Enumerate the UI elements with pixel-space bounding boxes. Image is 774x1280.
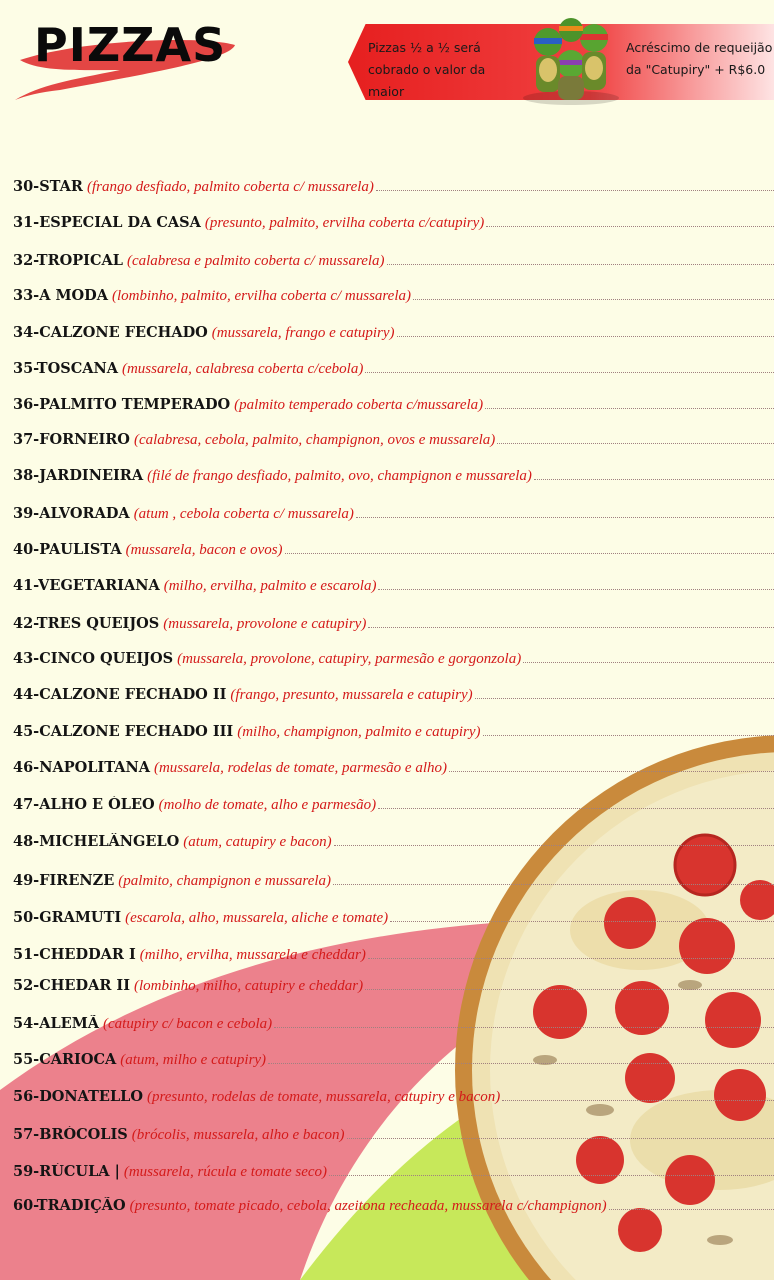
ninja-turtles-illustration — [518, 12, 624, 106]
dot-leader — [449, 759, 774, 772]
dot-leader — [609, 1197, 774, 1210]
menu-item — [13, 977, 774, 999]
menu-item — [13, 252, 774, 274]
menu-item — [13, 723, 774, 745]
menu-item-description: (lombinho, milho, catupiry e cheddar) — [133, 978, 364, 994]
menu-item — [13, 833, 774, 855]
menu-item-description: (escarola, alho, mussarela, aliche e tomate) — [125, 910, 389, 926]
menu-item-name: 60-TRADIÇÃO — [13, 1197, 126, 1214]
menu-item-description: (frango, presunto, mussarela e catupiry) — [230, 687, 473, 703]
menu-item-name: 31-ESPECIAL DA CASA — [13, 214, 201, 231]
menu-item-description: (mussarela, bacon e ovos) — [125, 542, 283, 558]
dot-leader — [365, 977, 774, 990]
menu-item-name: 32-TROPICAL — [13, 252, 123, 269]
dot-leader — [497, 431, 774, 444]
dot-leader — [413, 287, 774, 300]
dot-leader — [347, 1126, 774, 1139]
menu-item — [13, 1051, 774, 1073]
menu-item-name: 56-DONATELLO — [13, 1088, 143, 1105]
menu-item — [13, 396, 774, 418]
dot-leader — [378, 796, 774, 809]
dot-leader — [378, 577, 774, 590]
menu-item — [13, 1197, 774, 1219]
menu-item-description: (frango desfiado, palmito coberta c/ mussarela) — [86, 179, 374, 195]
menu-item-name: 54-ALEMÃ — [13, 1015, 99, 1032]
menu-item-description: (catupiry c/ bacon e cebola) — [103, 1016, 273, 1032]
menu-item — [13, 1126, 774, 1148]
menu-item — [13, 615, 774, 637]
menu-item — [13, 1015, 774, 1037]
menu-item-description: (atum, milho e catupiry) — [120, 1052, 267, 1068]
menu-item-name: 41-VEGETARIANA — [13, 577, 160, 594]
menu-item-name: 35-TOSCANA — [13, 360, 118, 377]
dot-leader — [329, 1163, 774, 1176]
menu-item-description: (mussarela, frango e catupiry) — [211, 325, 395, 341]
menu-item-name: 43-CINCO QUEIJOS — [13, 650, 174, 667]
menu-item-name: 44-CALZONE FECHADO II — [13, 686, 227, 703]
menu-item-description: (mussarela, calabresa coberta c/cebola) — [121, 361, 364, 377]
menu-item-name: 46-NAPOLITANA — [13, 759, 150, 776]
menu-item-name: 52-CHEDAR II — [13, 977, 130, 994]
menu-item — [13, 360, 774, 382]
menu-item-description: (milho, champignon, palmito e catupiry) — [237, 724, 481, 740]
page-title: PIZZAS — [34, 18, 227, 72]
menu-item — [13, 324, 774, 346]
notice-right-line2: da "Catupiry" + R$6.0 — [626, 62, 766, 77]
menu-item-description: (atum, catupiry e bacon) — [183, 834, 332, 850]
dot-leader — [534, 467, 774, 480]
notice-left-line1: Pizzas ½ a ½ será — [368, 40, 481, 55]
notice-right-line1: Acréscimo de requeijão — [626, 40, 773, 55]
notice-left-line2: cobrado o valor da maior — [368, 62, 486, 99]
menu-item-name: 38-JARDINEIRA — [13, 467, 144, 484]
dot-leader — [274, 1015, 774, 1028]
menu-item — [13, 796, 774, 818]
dot-leader — [368, 946, 774, 959]
menu-item-name: 34-CALZONE FECHADO — [13, 324, 208, 341]
menu-item-description: (palmito temperado coberta c/mussarela) — [234, 397, 484, 413]
menu-item-description: (mussarela, provolone, catupiry, parmesão e gorgonzola) — [177, 651, 522, 667]
dot-leader — [390, 909, 774, 922]
dot-leader — [334, 833, 774, 846]
menu-item — [13, 759, 774, 781]
menu-item-description: (calabresa, cebola, palmito, champignon, ovos e mussarela) — [133, 432, 496, 448]
menu-item-description: (calabresa e palmito coberta c/ mussarela) — [126, 253, 385, 269]
menu-item-name: 55-CARIOCA — [13, 1051, 117, 1068]
menu-item-name: 47-ALHO E ÓLEO — [13, 796, 155, 813]
menu-item — [13, 541, 774, 563]
dot-leader — [502, 1088, 774, 1101]
menu-item — [13, 178, 774, 200]
menu-item-name: 33-A MODA — [13, 287, 109, 304]
menu-item-description: (presunto, rodelas de tomate, mussarela, catupiry e bacon) — [146, 1089, 501, 1105]
menu-item-name: 37-FORNEIRO — [13, 431, 130, 448]
menu-item-name: 40-PAULISTA — [13, 541, 122, 558]
menu-item — [13, 686, 774, 708]
menu-item — [13, 872, 774, 894]
menu-item-name: 39-ALVORADA — [13, 505, 130, 522]
menu-item-name: 48-MICHELÂNGELO — [13, 833, 180, 850]
dot-leader — [285, 541, 774, 554]
dot-leader — [397, 324, 774, 337]
menu-item-name: 30-STAR — [13, 178, 83, 195]
menu-item-description: (mussarela, provolone e catupiry) — [163, 616, 367, 632]
dot-leader — [486, 214, 774, 227]
dot-leader — [365, 360, 774, 373]
menu-item-description: (brócolis, mussarela, alho e bacon) — [131, 1127, 345, 1143]
menu-item — [13, 577, 774, 599]
header — [0, 0, 774, 130]
menu-item-name: 59-RÚCULA | — [13, 1163, 120, 1180]
half-half-notice — [368, 37, 518, 103]
dot-leader — [387, 252, 774, 265]
menu-item — [13, 1163, 774, 1185]
menu-item-description: (presunto, palmito, ervilha coberta c/catupiry) — [204, 215, 485, 231]
menu-item-name: 36-PALMITO TEMPERADO — [13, 396, 231, 413]
dot-leader — [376, 178, 774, 191]
menu-item — [13, 214, 774, 236]
dot-leader — [475, 686, 774, 699]
dot-leader — [356, 505, 774, 518]
menu-item-description: (molho de tomate, alho e parmesão) — [158, 797, 377, 813]
menu-item-name: 42-TRES QUEIJOS — [13, 615, 160, 632]
menu-item-description: (mussarela, rodelas de tomate, parmesão e alho) — [153, 760, 447, 776]
menu-item-name: 57-BRÓCOLIS — [13, 1126, 128, 1143]
dot-leader — [483, 723, 774, 736]
menu-item-description: (lombinho, palmito, ervilha coberta c/ mussarela) — [112, 288, 412, 304]
menu-item — [13, 909, 774, 931]
menu-item-description: (palmito, champignon e mussarela) — [118, 873, 332, 889]
menu-item — [13, 431, 774, 453]
dot-leader — [333, 872, 774, 885]
menu-item-name: 49-FIRENZE — [13, 872, 115, 889]
dot-leader — [523, 650, 774, 663]
menu-item-description: (milho, ervilha, mussarela e cheddar) — [139, 947, 366, 963]
menu-item-description: (presunto, tomate picado, cebola, azeitona recheada, mussarela c/champignon) — [129, 1198, 607, 1214]
catupiry-notice — [626, 37, 774, 81]
menu-item-description: (filé de frango desfiado, palmito, ovo, champignon e mussarela) — [147, 468, 532, 484]
menu-item — [13, 650, 774, 672]
menu-item-description: (milho, ervilha, palmito e escarola) — [163, 578, 377, 594]
menu-item-name: 51-CHEDDAR I — [13, 946, 136, 963]
dot-leader — [368, 615, 774, 628]
menu-item-name: 50-GRAMUTI — [13, 909, 122, 926]
menu-item-name: 45-CALZONE FECHADO III — [13, 723, 234, 740]
menu-item — [13, 287, 774, 309]
menu-item — [13, 946, 774, 968]
dot-leader — [268, 1051, 774, 1064]
menu-item — [13, 467, 774, 489]
menu-item — [13, 1088, 774, 1110]
menu-item — [13, 505, 774, 527]
menu-item-description: (atum , cebola coberta c/ mussarela) — [133, 506, 354, 522]
menu-item-description: (mussarela, rúcula e tomate seco) — [123, 1164, 328, 1180]
dot-leader — [485, 396, 774, 409]
